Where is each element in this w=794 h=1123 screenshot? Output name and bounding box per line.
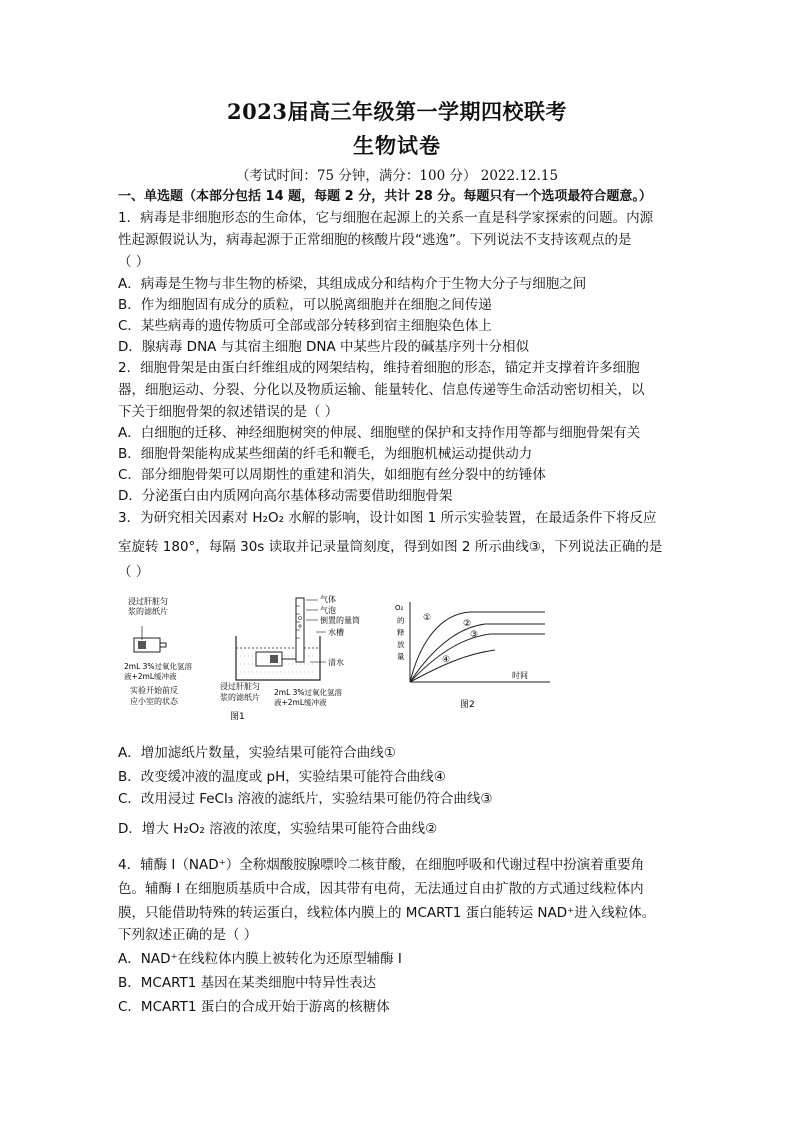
fig2-ylabel-3: 释: [397, 628, 405, 637]
q2-option-c: C．部分细胞骨架可以周期性的重建和消失，如细胞有丝分裂中的纺锤体: [118, 467, 546, 483]
fig1-chamber-before: [134, 626, 166, 652]
fig2-curve-label-3: ③: [470, 630, 479, 640]
fig2-caption: 图2: [460, 700, 475, 710]
fig1-bottom-sol-2: 液+2mL缓冲液: [274, 698, 327, 707]
section-heading: 一、单选题（本部分包括 14 题，每题 2 分，共计 28 分。每题只有一个选项最符合题意。）: [118, 189, 652, 204]
fig1-state-label-2: 应小室的状态: [130, 697, 178, 706]
q1-line-3: （ ）: [118, 254, 150, 270]
q1-option-b: B．作为细胞固有成分的质粒，可以脱离细胞并在细胞之间传递: [118, 297, 492, 313]
q3-line-3: （ ）: [118, 564, 150, 580]
q4-option-b: B．MCART1 基因在某类细胞中特异性表达: [118, 975, 377, 991]
q1-option-a: A．病毒是生物与非生物的桥梁，其组成成分和结构介于生物大分子与细胞之间: [118, 276, 587, 292]
q2-line-3: 下关于细胞骨架的叙述错误的是（ ）: [118, 404, 339, 420]
exam-meta: （考试时间：75 分钟，满分：100 分） 2022.12.15: [235, 168, 559, 184]
q4-option-c: C．MCART1 蛋白的合成开始于游离的核糖体: [118, 999, 390, 1015]
fig1-bottom-sol-1: 2mL 3%过氧化氢溶: [274, 688, 343, 697]
q2-line-1: 2．细胞骨架是由蛋白纤维组成的网架结构，维持着细胞的形态，锚定并支撑着许多细胞: [118, 360, 640, 376]
q4-line-3: 膜，只能借助特殊的转运蛋白，线粒体内膜上的 MCART1 蛋白能转运 NAD⁺进入线粒体。: [118, 905, 656, 921]
curve-4: [410, 650, 495, 682]
chamber-before-tube: [160, 643, 166, 647]
fig1-filter-label-1: 浸过肝脏匀: [128, 597, 168, 606]
q3-figure-svg: [120, 592, 560, 732]
exam-title: 2023届高三年级第一学期四校联考: [227, 99, 567, 124]
q4-line-1: 4．辅酶 I（NAD⁺）全称烟酸胺腺嘌呤二核苷酸，在细胞呼吸和代谢过程中扮演着重要角: [118, 857, 645, 873]
q3-line-2: 室旋转 180°，每隔 30s 读取并记录量筒刻度，得到如图 2 所示曲线③，下列说法正确的是: [118, 539, 663, 555]
fig2-ylabel-4: 放: [397, 640, 405, 649]
q4-line-4: 下列叙述正确的是（ ）: [118, 927, 258, 943]
q4-option-a: A．NAD⁺在线粒体内膜上被转化为还原型辅酶 I: [118, 951, 402, 967]
q1-option-c: C．某些病毒的遗传物质可全部或部分转移到宿主细胞染色体上: [118, 318, 492, 334]
fig1-solution-label-2: 液+2mL缓冲液: [124, 672, 177, 681]
fig1-water-tank: [236, 598, 326, 680]
q2-option-d: D．分泌蛋白由内质网向高尔基体移动需要借助细胞骨架: [118, 488, 453, 504]
chamber-in-tank: [256, 652, 282, 666]
q3-option-c: C．改用浸过 FeCl₃ 溶液的滤纸片，实验结果可能仍符合曲线③: [118, 791, 493, 807]
fig1-water-label: 清水: [328, 658, 344, 667]
fig1-bottom-filter-2: 浆的滤纸片: [220, 693, 260, 702]
fig1-cylinder-label: 倒置的量筒: [320, 616, 360, 625]
q3-option-a: A．增加滤纸片数量，实验结果可能符合曲线①: [118, 745, 396, 761]
fig1-tank-label: 水槽: [328, 628, 344, 637]
q2-line-2: 器，细胞运动、分裂、分化以及物质运输、能量转化、信息传递等生命活动密切相关，以: [118, 382, 645, 398]
q3-line-1: 3．为研究相关因素对 H₂O₂ 水解的影响，设计如图 1 所示实验装置，在最适条件下将反应: [118, 510, 657, 526]
q3-figure: [120, 592, 560, 732]
q1-line-2: 性起源假说认为，病毒起源于正常细胞的核酸片段“逃逸”。下列说法不支持该观点的是: [118, 232, 632, 248]
fig2-ylabel-5: 量: [397, 652, 405, 661]
q2-option-a: A．白细胞的迁移、神经细胞树突的伸展、细胞壁的保护和支持作用等都与细胞骨架有关: [118, 425, 641, 441]
fig2-curve-label-2: ②: [463, 619, 472, 629]
q2-option-b: B．细胞骨架能构成某些细菌的纤毛和鞭毛，为细胞机械运动提供动力: [118, 446, 533, 462]
q4-line-2: 色。辅酶 I 在细胞质基质中合成，因其带有电荷，无法通过自由扩散的方式通过线粒体内: [118, 881, 644, 897]
fig2-ylabel-1: O₂: [395, 604, 404, 612]
filter-paper-in-tank: [270, 655, 278, 663]
fig1-gas-label: 气体: [320, 595, 336, 604]
fig1-caption: 图1: [230, 712, 245, 722]
fig1-solution-label-1: 2mL 3%过氧化氢溶: [124, 662, 193, 671]
fig1-bottom-filter-1: 浸过肝脏匀: [220, 682, 260, 691]
chamber-before-body: [134, 638, 160, 652]
fig2-ylabel-2: 的: [397, 616, 405, 625]
fig2-curve-label-4: ④: [442, 655, 451, 665]
q1-line-1: 1．病毒是非细胞形态的生命体，它与细胞在起源上的关系一直是科学家探索的问题。内源: [118, 210, 654, 226]
q1-option-d: D．腺病毒 DNA 与其宿主细胞 DNA 中某些片段的碱基序列十分相似: [118, 339, 530, 355]
exam-subject: 生物试卷: [353, 133, 441, 158]
q3-option-b: B．改变缓冲液的温度或 pH，实验结果可能符合曲线④: [118, 769, 446, 785]
fig1-state-label-1: 实验开始前反: [130, 686, 178, 695]
fig2-curve-label-1: ①: [423, 613, 432, 623]
filter-paper-before: [138, 641, 146, 649]
fig2-xlabel: 时间: [512, 671, 528, 680]
q3-option-d: D．增大 H₂O₂ 溶液的浓度，实验结果可能符合曲线②: [118, 821, 438, 837]
fig1-bubble-label: 气泡: [320, 606, 336, 615]
fig1-filter-label-2: 浆的滤纸片: [128, 607, 168, 616]
